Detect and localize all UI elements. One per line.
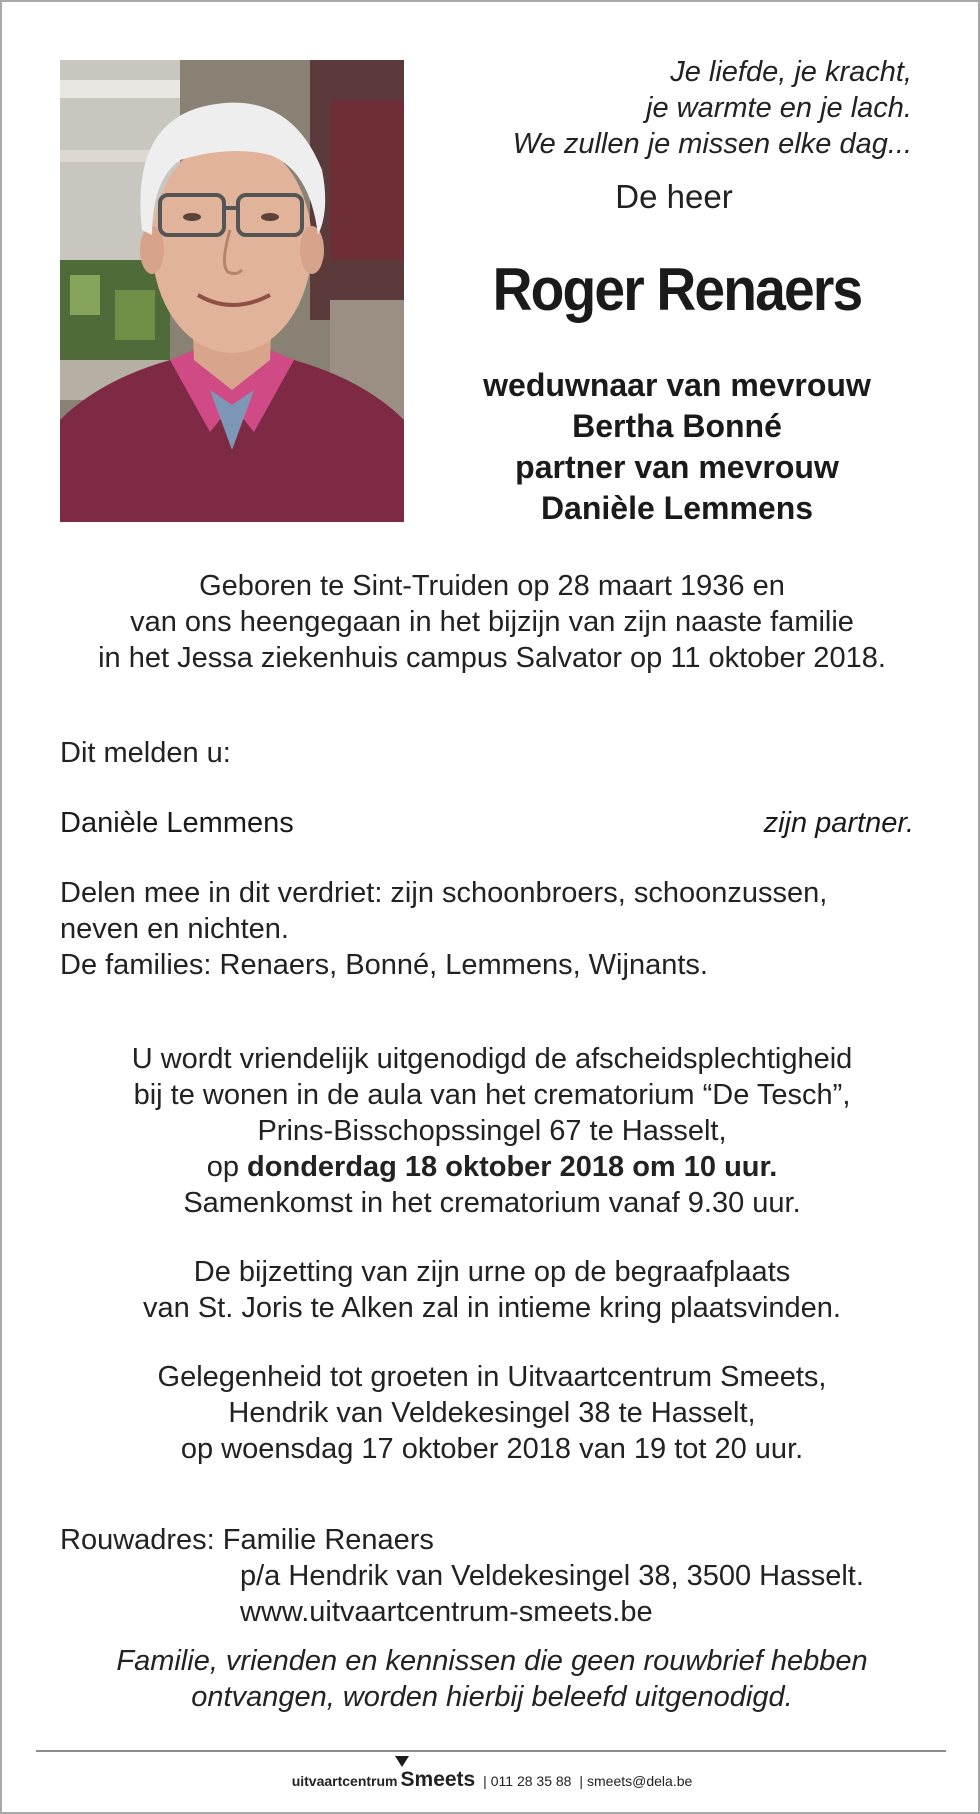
- text-line: ontvangen, worden hierbij beleefd uitgenodigd.: [191, 1681, 793, 1713]
- relation-line: weduwnaar van mevrouw: [483, 367, 871, 403]
- relation-line: Bertha Bonné: [572, 408, 782, 444]
- text-line: van St. Joris te Alken zal in intieme kring plaatsvinden.: [143, 1292, 841, 1324]
- text-line: Geboren te Sint-Truiden op 28 maart 1936 en: [199, 570, 785, 602]
- text-line: van ons heengegaan in het bijzijn van zijn naaste familie: [130, 606, 854, 638]
- footer-email[interactable]: smeets@dela.be: [587, 1773, 693, 1789]
- address-line: p/a Hendrik van Veldekesingel 38, 3500 Hasselt.: [240, 1560, 864, 1592]
- birth-death-paragraph: [42, 568, 942, 676]
- text-line: neven en nichten.: [60, 913, 289, 945]
- announce-line: Dit melden u:: [60, 737, 231, 769]
- closing-note: [42, 1643, 942, 1715]
- portrait-photo: [60, 60, 404, 522]
- text-line: op woensdag 17 oktober 2018 van 19 tot 20 uur.: [180, 1433, 804, 1465]
- brand-prefix: uitvaartcentrum: [291, 1773, 398, 1789]
- brand-name: Smeets: [400, 1768, 476, 1791]
- partner-role: zijn partner.: [763, 807, 914, 839]
- text-line: Hendrik van Veldekesingel 38 te Hasselt,: [228, 1397, 756, 1429]
- text-line: U wordt vriendelijk uitgenodigd de afscheidsplechtigheid: [131, 1043, 853, 1075]
- relation-line: Danièle Lemmens: [540, 490, 814, 526]
- ceremony-date: donderdag 18 oktober 2018 om 10 uur.: [247, 1151, 778, 1183]
- partner-row: [60, 805, 914, 841]
- footer-phone: 011 28 35 88: [490, 1773, 572, 1789]
- footer: [2, 1768, 980, 1792]
- separator: |: [579, 1773, 584, 1789]
- relations: [442, 365, 912, 529]
- separator: |: [483, 1773, 487, 1789]
- text-line: Delen mee in dit verdriet: zijn schoonbroers, schoonzussen,: [60, 877, 828, 909]
- date-prefix: op: [206, 1151, 248, 1183]
- ceremony-paragraph: [42, 1041, 942, 1221]
- partner-name: Danièle Lemmens: [60, 807, 294, 839]
- family-paragraph: [60, 875, 920, 983]
- deceased-name: Roger Renaers: [492, 256, 862, 323]
- text-line: De bijzetting van zijn urne op de begraafplaats: [193, 1256, 791, 1288]
- text-line: De families: Renaers, Bonné, Lemmens, Wijnants.: [60, 949, 708, 981]
- text-line: Samenkomst in het crematorium vanaf 9.30 uur.: [183, 1187, 801, 1219]
- triangle-marker-icon: [395, 1756, 409, 1767]
- address-line: Rouwadres: Familie Renaers: [60, 1524, 434, 1556]
- burial-paragraph: [42, 1254, 942, 1326]
- relation-line: partner van mevrouw: [515, 449, 839, 485]
- text-line: Gelegenheid tot groeten in Uitvaartcentrum Smeets,: [157, 1361, 827, 1393]
- verse-line: Je liefde, je kracht,: [670, 56, 912, 88]
- salutation: De heer: [615, 178, 733, 215]
- visitation-paragraph: [42, 1359, 942, 1467]
- ceremony-date-line: [42, 1149, 942, 1185]
- website-link[interactable]: www.uitvaartcentrum-smeets.be: [240, 1596, 653, 1628]
- memorial-verse: [513, 54, 912, 162]
- text-line: in het Jessa ziekenhuis campus Salvator op 11 oktober 2018.: [98, 642, 886, 674]
- verse-line: je warmte en je lach.: [646, 92, 912, 124]
- text-line: Prins-Bisschopssingel 67 te Hasselt,: [257, 1115, 727, 1147]
- verse-line: We zullen je missen elke dag...: [512, 128, 912, 160]
- text-line: bij te wonen in de aula van het crematorium “De Tesch”,: [133, 1079, 851, 1111]
- footer-divider: [36, 1750, 946, 1752]
- mourning-address: [60, 1522, 920, 1630]
- text-line: Familie, vrienden en kennissen die geen rouwbrief hebben: [116, 1645, 868, 1677]
